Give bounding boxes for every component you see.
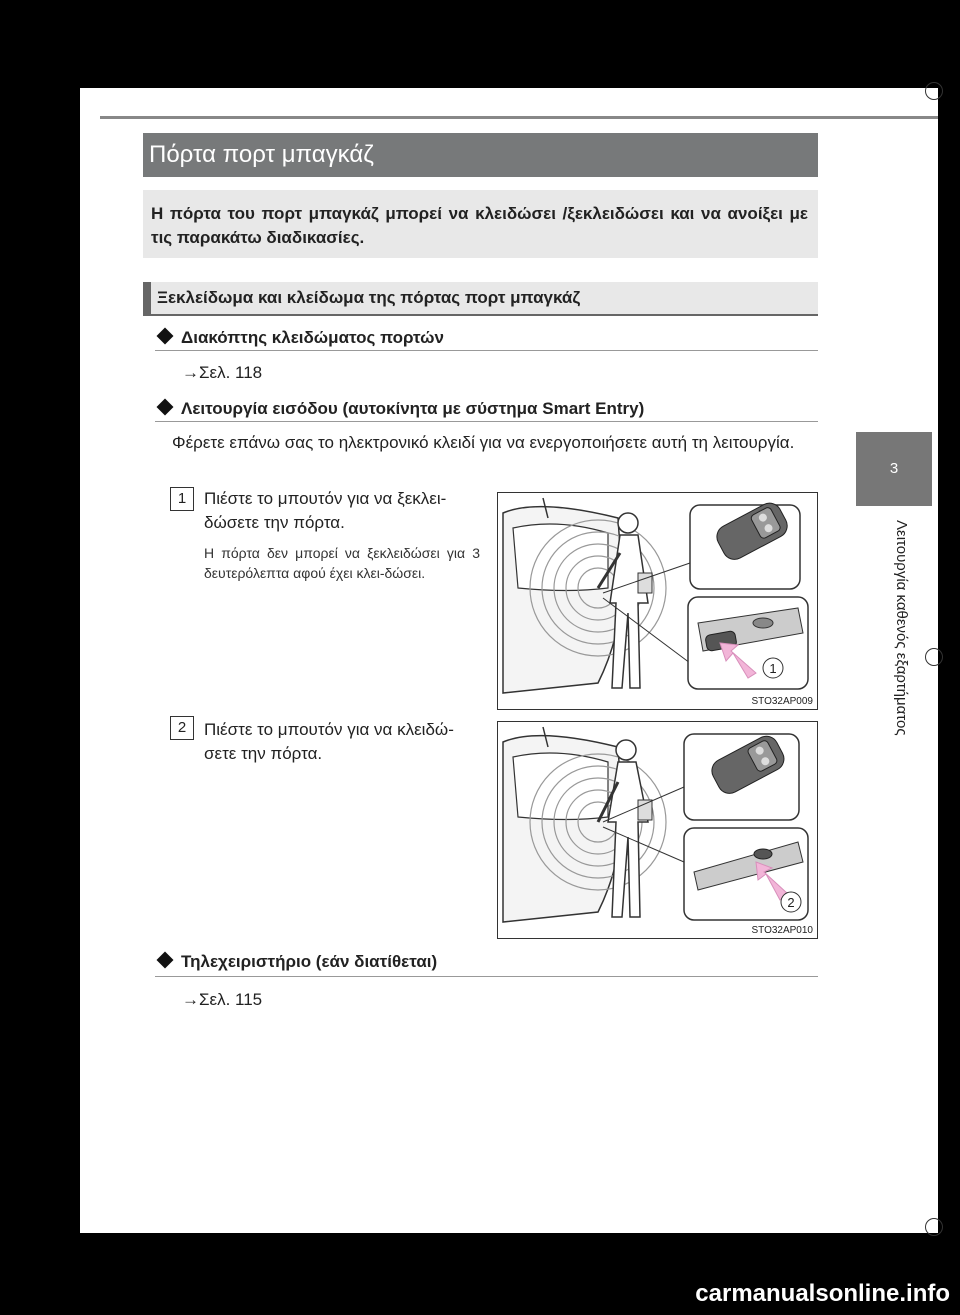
step-note: Η πόρτα δεν μπορεί να ξεκλειδώσει για 3 δευτερόλεπτα αφού έχει κλει-δώσει. bbox=[204, 545, 480, 581]
chapter-tab-bar bbox=[856, 506, 932, 508]
registration-mark-icon bbox=[925, 648, 943, 666]
page-reference: →Σελ. 115 bbox=[182, 990, 263, 1009]
step-number: 1 bbox=[170, 487, 194, 511]
diamond-bullet-icon bbox=[157, 399, 174, 416]
figure-lock bbox=[497, 721, 818, 939]
header-rule bbox=[100, 116, 938, 119]
section-rule bbox=[155, 421, 818, 422]
step-number: 2 bbox=[170, 716, 194, 740]
page-title: Πόρτα πορτ μπαγκάζ bbox=[143, 133, 818, 177]
car-trunk-illustration bbox=[498, 493, 817, 709]
figure-code: STO32AP009 bbox=[751, 696, 813, 707]
figure-code: STO32AP010 bbox=[751, 925, 813, 936]
callout-number: 1 bbox=[769, 661, 777, 676]
section-rule bbox=[155, 976, 818, 977]
section-rule bbox=[155, 350, 818, 351]
section-heading-smart-entry bbox=[155, 396, 818, 422]
section-header: 3-2. Άνοιγμα, κλείσιμο και κλείδωμα των πορτών bbox=[371, 92, 693, 109]
watermark: carmanualsonline.info bbox=[695, 1280, 950, 1307]
step-text: Πιέστε το μπουτόν για να ξεκλει-δώσετε την πόρτα. bbox=[204, 489, 447, 532]
section-heading-text: Λειτουργία εισόδου (αυτοκίνητα με σύστημα Smart Entry) bbox=[181, 399, 645, 418]
figure-unlock bbox=[497, 492, 818, 710]
diamond-bullet-icon bbox=[157, 952, 174, 969]
section-heading-text: Διακόπτης κλειδώματος πορτών bbox=[181, 328, 444, 347]
page-reference: →Σελ. 118 bbox=[182, 363, 263, 382]
step-text: Πιέστε το μπουτόν για να κλειδώ-σετε την πόρτα. bbox=[204, 720, 454, 763]
callout-number: 2 bbox=[787, 895, 795, 910]
subheading-rule bbox=[143, 314, 818, 316]
car-trunk-illustration bbox=[498, 722, 817, 938]
section-heading-remote bbox=[155, 949, 818, 975]
section-heading-text: Τηλεχειριστήριο (εάν διατίθεται) bbox=[181, 952, 438, 971]
chapter-tab: 3 bbox=[856, 432, 932, 506]
section-heading-lock-switch bbox=[155, 325, 818, 351]
chapter-label: Λειτουργία καθενός εξαρτήματος bbox=[893, 520, 910, 736]
registration-mark-icon bbox=[925, 1218, 943, 1236]
diamond-bullet-icon bbox=[157, 328, 174, 345]
intro-text: Η πόρτα του πορτ μπαγκάζ μπορεί να κλειδώσει /ξεκλειδώσει και να ανοίξει με τις παρακάτω διαδικασίες. bbox=[143, 190, 818, 258]
entry-paragraph: Φέρετε επάνω σας το ηλεκτρονικό κλειδί για να ενεργοποιήσετε αυτή τη λειτουργία. bbox=[172, 433, 795, 452]
registration-mark-icon bbox=[925, 82, 943, 100]
subheading: Ξεκλείδωμα και κλείδωμα της πόρτας πορτ μπαγκάζ bbox=[143, 282, 818, 314]
